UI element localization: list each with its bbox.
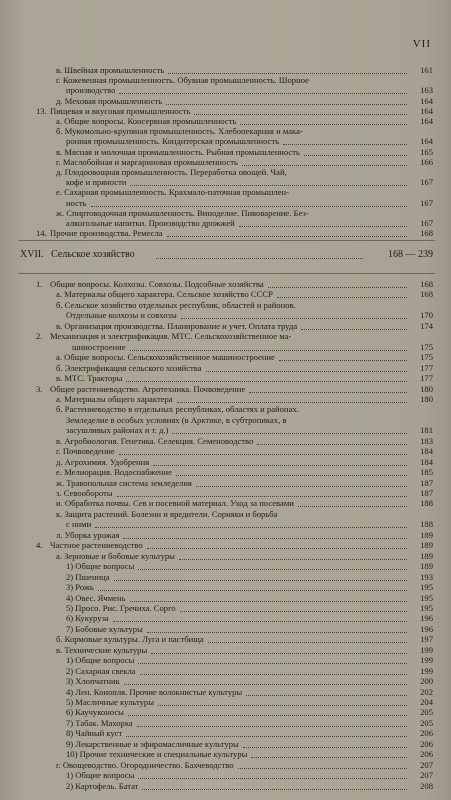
leader-dots [251, 747, 407, 758]
entry-text: б. Кормовые культуры. Луга и пастбища [56, 634, 204, 645]
toc-entry [0, 65, 451, 75]
entry-text: 6) Кукуруза [66, 613, 109, 624]
entry-page: 206 [420, 728, 433, 739]
entry-text: в. Организация производства. Планирование и учет. Оплата труда [56, 320, 297, 331]
entry-page: 206 [420, 749, 433, 760]
entry-page: 177 [420, 362, 433, 373]
entry-page: 189 [420, 529, 433, 540]
leader-dots [130, 591, 407, 602]
leader-dots [240, 114, 407, 125]
entry-text: е. Мелиорация. Водоснабжение [56, 467, 172, 478]
entry-page: 180 [420, 383, 433, 394]
entry-text: ж. Спиртоводочная промышленность. Виноделие. Пивоварение. Без- [56, 207, 309, 218]
entry-page: 180 [420, 393, 433, 404]
entry-text: в. МТС. Тракторы [56, 373, 122, 384]
entry-text: 9) Лекарственные и эфиромасличные культуры [66, 738, 239, 749]
entry-text: Общие вопросы. Колхозы. Совхозы. Подсобные хозяйства [50, 279, 264, 289]
entry-page: 189 [420, 561, 433, 572]
entry-page: 193 [420, 571, 433, 582]
entry-page: 164 [420, 95, 433, 106]
leader-dots [126, 371, 407, 382]
entry-number: 2. [36, 331, 43, 342]
toc-entry [0, 404, 451, 414]
section-title: Сельское хозяйство [51, 249, 135, 260]
entry-text: 5) Просо. Рис. Гречиха. Сорго [66, 602, 176, 613]
toc-entry [0, 157, 451, 167]
entry-text: Пищевая и вкусовая промышленность [50, 105, 190, 116]
entry-text: к. Защита растений. Болезни и вредители. Сорняки и борьба [56, 508, 278, 519]
entry-page: 175 [420, 341, 433, 352]
entry-text: з. Севообороты [56, 488, 113, 498]
entry-page: 183 [420, 435, 433, 446]
leader-dots [151, 643, 407, 654]
leader-dots [268, 277, 407, 288]
entry-text: д. Агрохимия. Удобрения [56, 456, 149, 467]
toc-entry [0, 177, 451, 187]
toc-entry [0, 228, 451, 238]
leader-dots [243, 737, 407, 748]
leader-dots [208, 632, 407, 643]
leader-dots [257, 434, 407, 445]
entry-text: шиностроение [72, 341, 126, 352]
leader-dots [113, 611, 407, 622]
entry-page: 161 [420, 65, 433, 75]
entry-page: 184 [420, 446, 433, 457]
entry-page: 165 [420, 146, 433, 157]
entry-number: 13. [36, 105, 47, 116]
entry-page: 175 [420, 352, 433, 363]
entry-text: 5) Масличные культуры [66, 697, 154, 707]
entry-text: г. Почвоведение [56, 446, 115, 457]
entry-page: 167 [420, 218, 433, 228]
entry-page: 184 [420, 456, 433, 467]
leader-dots [167, 226, 407, 237]
leader-dots [176, 465, 407, 476]
leader-dots [138, 768, 407, 779]
leader-dots [117, 486, 407, 497]
entry-page: 196 [420, 623, 433, 634]
leader-dots [138, 559, 407, 570]
leader-dots [137, 716, 407, 727]
entry-text: засушливых районах и т. д.) [66, 425, 168, 436]
leader-dots [279, 350, 407, 361]
leader-dots [128, 705, 407, 716]
entry-page: 189 [420, 550, 433, 561]
entry-text: и. Обработка почвы. Сев и посевной материал. Уход за посевами [56, 498, 294, 509]
entry-text: б. Сельское хозяйство отдельных республик, областей и районов. [56, 299, 296, 310]
entry-text: 1) Общие вопросы [66, 561, 134, 572]
entry-page: 174 [420, 320, 433, 331]
entry-text: в. Швейная промышленность [56, 65, 164, 75]
toc-entry [0, 498, 451, 508]
entry-page: 205 [420, 717, 433, 728]
toc-entry [0, 321, 451, 331]
entry-page: 163 [420, 85, 433, 96]
entry-page: 168 [420, 279, 433, 289]
leader-dots [124, 674, 407, 685]
entry-page: 199 [420, 644, 433, 655]
entry-page: 196 [420, 613, 433, 624]
leader-dots [91, 196, 407, 207]
entry-text: а. Зерновые и бобовые культуры [56, 550, 175, 561]
leader-dots [130, 175, 407, 186]
leader-dots [179, 549, 407, 560]
leader-dots [277, 287, 407, 298]
toc-entry [0, 198, 451, 208]
entry-number: 4. [36, 540, 43, 551]
entry-text: 1) Общие вопросы [66, 770, 134, 781]
entry-text: Земледелие в особых условиях (в Арктике, в субтропиках, в [66, 414, 287, 425]
entry-text: б. Электрификация сельского хозяйства [56, 362, 202, 373]
entry-text: б. Мукомольно-крупяная промышленность. Хлебопекарная и мака- [56, 126, 303, 137]
entry-page: 208 [420, 780, 433, 791]
entry-page: 204 [420, 697, 433, 707]
leader-dots [180, 601, 407, 612]
entry-text: Механизация и электрификация. МТС. Сельскохозяйственное ма- [50, 331, 292, 342]
leader-dots [238, 758, 407, 769]
entry-text: алкогольные напитки. Производство дрожжей [66, 218, 235, 228]
entry-text: д. Меховая промышленность [56, 95, 162, 106]
divider [18, 273, 435, 274]
leader-dots [126, 726, 407, 737]
leader-dots [142, 779, 407, 790]
entry-text: 3) Хлопчатник [66, 676, 120, 687]
entry-text: в. Мясная и молочная промышленность. Рыбная промышленность [56, 146, 300, 157]
entry-text: а. Материалы общего характера. Сельское хозяйство СССР [56, 289, 273, 300]
entry-page: 164 [420, 116, 433, 126]
entry-text: е. Сахарная промышленность. Крахмало-паточная промышлен- [56, 187, 289, 198]
entry-page: 164 [420, 136, 433, 147]
section-dots [156, 247, 363, 259]
toc-entry [0, 289, 451, 299]
entry-page: 167 [420, 197, 433, 208]
entry-page: 197 [420, 634, 433, 645]
entry-page: 202 [420, 686, 433, 697]
leader-dots [246, 685, 407, 696]
leader-dots [158, 695, 407, 706]
entry-page: 187 [420, 488, 433, 498]
entry-text: 2) Картофель. Батат [66, 780, 138, 791]
section-number: XVII. [20, 249, 44, 260]
entry-page: 195 [420, 602, 433, 613]
section-pages: 168 — 239 [388, 249, 433, 260]
entry-text: 4) Овес. Ячмень [66, 592, 126, 603]
leader-dots [153, 455, 407, 466]
leader-dots [249, 382, 407, 393]
leader-dots [172, 423, 407, 434]
leader-dots [181, 308, 407, 319]
leader-dots [98, 580, 407, 591]
divider [18, 240, 435, 241]
entry-text: а. Общие вопросы. Сельскохозяйственное машиностроение [56, 352, 275, 363]
entry-text: 8) Чайный куст [66, 728, 122, 739]
leader-dots [206, 361, 407, 372]
entry-text: 10) Прочие технические и специальные культуры [66, 749, 247, 760]
entry-text: г. Овощеводство. Огородничество. Бахчеводство [56, 759, 234, 770]
entry-page: 206 [420, 738, 433, 749]
leader-dots [123, 528, 407, 539]
entry-page: 188 [420, 519, 433, 530]
leader-dots [114, 570, 407, 581]
entry-page: 199 [420, 655, 433, 666]
entry-text: 7) Бобовые культуры [66, 623, 143, 634]
entry-number: 3. [36, 383, 43, 394]
leader-dots [95, 517, 407, 528]
leader-dots [301, 319, 407, 330]
leader-dots [168, 63, 407, 74]
entry-text: 3) Рожь [66, 582, 94, 593]
entry-page: 199 [420, 665, 433, 676]
entry-text: Частное растениеводство [50, 540, 143, 551]
entry-page: 181 [420, 425, 433, 436]
entry-text: г. Кожевенная промышленность. Обувная промышленность. Шорное [56, 75, 309, 86]
leader-dots [147, 622, 407, 633]
entry-text: ж. Травопольная система земледелия [56, 477, 192, 488]
entry-number: 1. [36, 279, 43, 289]
entry-page: 166 [420, 156, 433, 167]
entry-page: 177 [420, 373, 433, 384]
toc-entry [0, 394, 451, 404]
entry-page: 207 [420, 770, 433, 781]
entry-text: г. Маслобойная и маргариновая промышленность [56, 156, 238, 167]
entry-page: 195 [420, 592, 433, 603]
entry-text: Общее растениеводство. Агротехника. Почвоведение [50, 383, 245, 394]
entry-text: 4) Лен. Конопля. Прочие волокнистые культуры [66, 686, 242, 697]
entry-text: с ними [66, 519, 91, 530]
entry-page: 189 [420, 540, 433, 551]
entry-text: д. Плодоовощная промышленность. Переработка овощей. Чай, [56, 167, 287, 177]
entry-text: Отдельные колхозы и совхозы [66, 310, 177, 321]
leader-dots [140, 664, 407, 675]
toc-entry [0, 116, 451, 126]
entry-text: 1) Общие вопросы [66, 655, 134, 666]
entry-page: 195 [420, 582, 433, 593]
entry-page: 187 [420, 477, 433, 488]
entry-text: л. Уборка урожая [56, 529, 119, 540]
entry-page: 188 [420, 498, 433, 509]
entry-page: 167 [420, 177, 433, 188]
entry-text: ронная промышленность. Кондитерская промышленность [66, 136, 279, 147]
entry-page: 200 [420, 676, 433, 687]
leader-dots [119, 444, 407, 455]
entry-text: в. Агробиология. Генетика. Селекция. Семеноводство [56, 435, 253, 446]
entry-text: кофе и пряности [66, 177, 126, 188]
leader-dots [147, 538, 407, 549]
entry-page: 205 [420, 707, 433, 718]
entry-text: б. Растениеводство в отдельных республиках, областях и районах. [56, 404, 299, 415]
entry-page: 185 [420, 467, 433, 478]
leader-dots [242, 155, 407, 166]
entry-text: а. Материалы общего характера [56, 393, 173, 404]
entry-text: 2) Пшеница [66, 571, 110, 582]
entry-page: 164 [420, 105, 433, 116]
entry-text: ность [66, 197, 87, 208]
entry-text: а. Общие вопросы. Консервная промышленность [56, 116, 236, 126]
section-heading [20, 249, 433, 261]
leader-dots [138, 653, 407, 664]
entry-text: 2) Сахарная свекла [66, 665, 136, 676]
toc-entry [0, 781, 451, 791]
entry-text: 7) Табак. Махорка [66, 717, 133, 728]
leader-dots [298, 496, 407, 507]
entry-text: в. Технические культуры [56, 644, 147, 655]
page-number: VII [412, 38, 431, 50]
entry-text: производство [66, 85, 115, 96]
entry-page: 207 [420, 759, 433, 770]
entry-text: Прочие производства. Ремесла [50, 228, 163, 239]
entry-number: 14. [36, 228, 47, 239]
leader-dots [196, 476, 407, 487]
leader-dots [130, 340, 407, 351]
entry-page: 168 [420, 289, 433, 300]
entry-text: 6) Каучуконосы [66, 707, 124, 718]
entry-page: 170 [420, 310, 433, 321]
leader-dots [177, 392, 407, 403]
entry-page: 168 [420, 228, 433, 239]
